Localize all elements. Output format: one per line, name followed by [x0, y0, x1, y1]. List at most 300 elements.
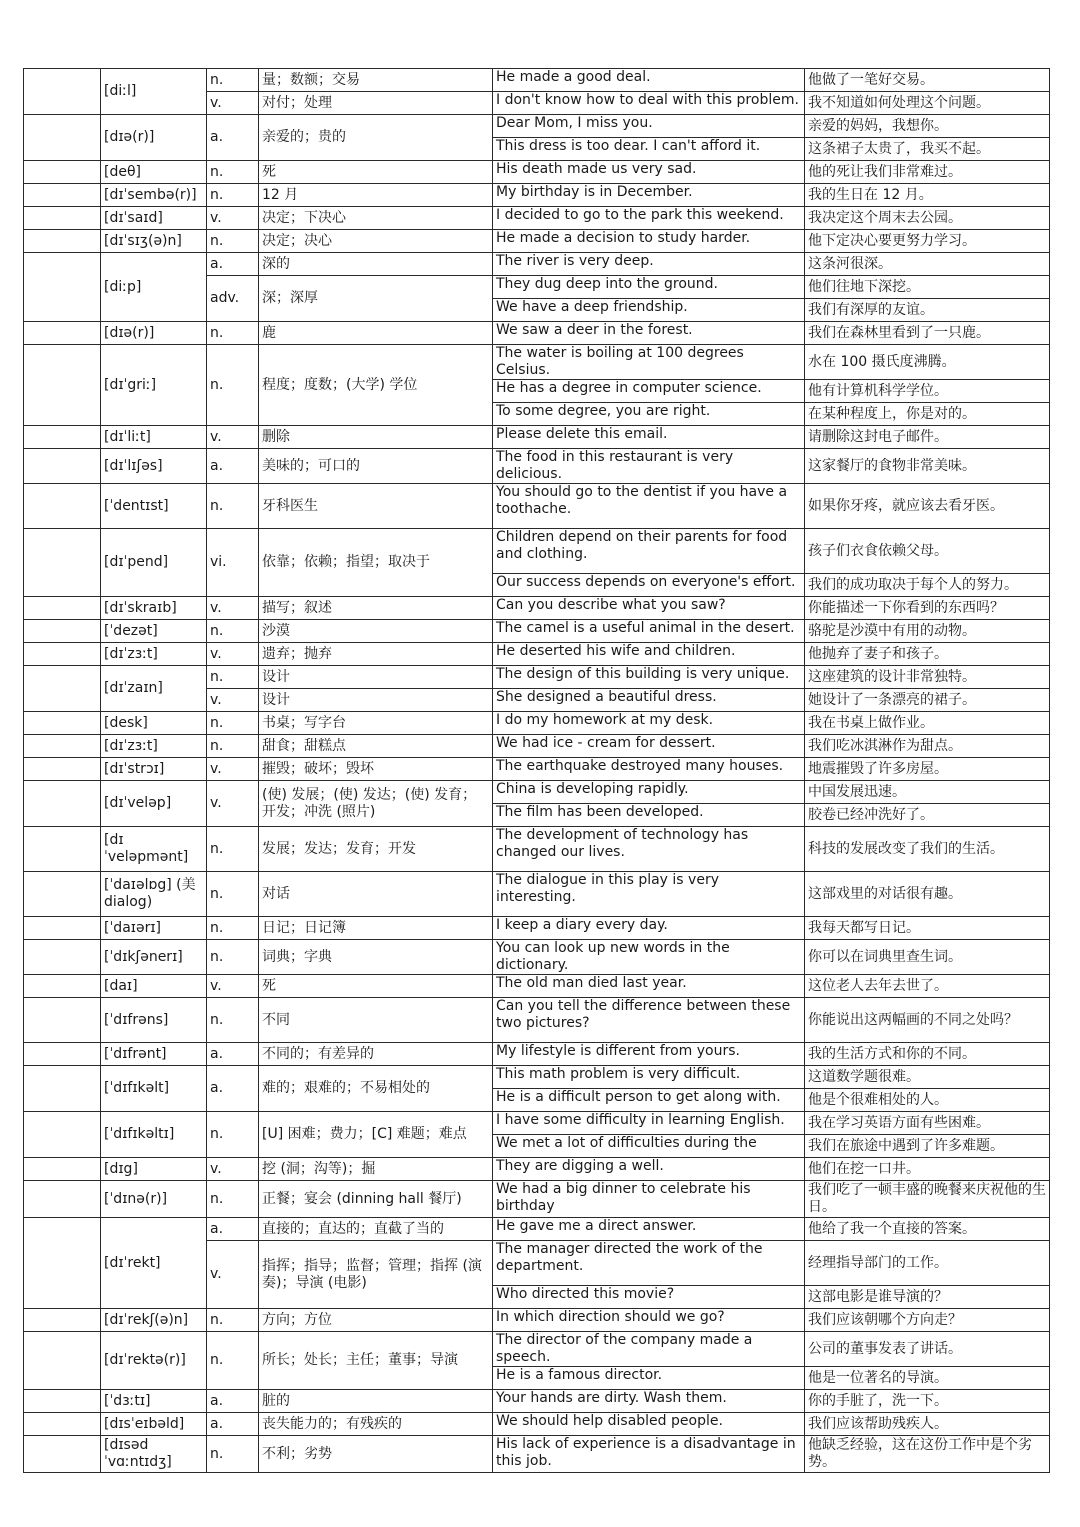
example-chinese-cell: 你的手脏了，洗一下。 — [805, 1390, 1050, 1413]
phonetic-cell: [ˈdɪfrəns] — [101, 998, 207, 1043]
example-chinese-cell: 他抛弃了妻子和孩子。 — [805, 643, 1050, 666]
example-english-cell: Please delete this email. — [493, 426, 805, 449]
example-english-cell: The development of technology has changed our lives. — [493, 827, 805, 872]
example-english-cell: The dialogue in this play is very interesting. — [493, 872, 805, 917]
phonetic-cell: [ˈdezət] — [101, 620, 207, 643]
blank-cell — [24, 940, 101, 975]
table-row — [24, 1158, 1050, 1181]
part-of-speech-cell: a. — [207, 115, 259, 161]
example-english-cell: The director of the company made a speech. — [493, 1332, 805, 1367]
table-row — [24, 207, 1050, 230]
meaning-cell: 决定；下决心 — [259, 207, 493, 230]
blank-cell — [24, 758, 101, 781]
meaning-cell: 日记；日记簿 — [259, 917, 493, 940]
example-chinese-cell: 他是个很难相处的人。 — [805, 1089, 1050, 1112]
meaning-cell: 难的；艰难的；不易相处的 — [259, 1066, 493, 1112]
example-chinese-cell: 我们的成功取决于每个人的努力。 — [805, 574, 1050, 597]
part-of-speech-cell: n. — [207, 484, 259, 529]
meaning-cell: 依靠；依赖；指望；取决于 — [259, 529, 493, 597]
part-of-speech-cell: n. — [207, 69, 259, 92]
meaning-cell: 深；深厚 — [259, 276, 493, 322]
phonetic-cell: [dɪˈsɪʒ(ə)n] — [101, 230, 207, 253]
blank-cell — [24, 529, 101, 597]
part-of-speech-cell: n. — [207, 345, 259, 426]
meaning-cell: 正餐；宴会 (dinning hall 餐厅) — [259, 1181, 493, 1218]
table-row — [24, 827, 1050, 872]
example-english-cell: The camel is a useful animal in the desert. — [493, 620, 805, 643]
meaning-cell: 方向；方位 — [259, 1309, 493, 1332]
example-chinese-cell: 我们吃冰淇淋作为甜点。 — [805, 735, 1050, 758]
example-chinese-cell: 科技的发展改变了我们的生活。 — [805, 827, 1050, 872]
example-chinese-cell: 水在 100 摄氏度沸腾。 — [805, 345, 1050, 380]
meaning-cell: 不同的；有差异的 — [259, 1043, 493, 1066]
blank-cell — [24, 1309, 101, 1332]
example-english-cell: Can you describe what you saw? — [493, 597, 805, 620]
part-of-speech-cell: v. — [207, 1241, 259, 1309]
meaning-cell: 程度；度数；(大学) 学位 — [259, 345, 493, 426]
meaning-cell: 12 月 — [259, 184, 493, 207]
meaning-cell: 美味的；可口的 — [259, 449, 493, 484]
example-english-cell: We saw a deer in the forest. — [493, 322, 805, 345]
example-chinese-cell: 他是一位著名的导演。 — [805, 1367, 1050, 1390]
phonetic-cell: [dɪˈlɪʃəs] — [101, 449, 207, 484]
example-english-cell: They dug deep into the ground. — [493, 276, 805, 299]
example-english-cell: They are digging a well. — [493, 1158, 805, 1181]
part-of-speech-cell: v. — [207, 781, 259, 827]
part-of-speech-cell: n. — [207, 1181, 259, 1218]
example-chinese-cell: 中国发展迅速。 — [805, 781, 1050, 804]
blank-cell — [24, 1436, 101, 1473]
part-of-speech-cell: n. — [207, 620, 259, 643]
blank-cell — [24, 184, 101, 207]
table-row — [24, 620, 1050, 643]
phonetic-cell: [dɪə(r)] — [101, 115, 207, 161]
part-of-speech-cell: v. — [207, 758, 259, 781]
phonetic-cell: [dɪsˈeɪbəld] — [101, 1413, 207, 1436]
example-english-cell: The old man died last year. — [493, 975, 805, 998]
table-row — [24, 1436, 1050, 1473]
example-chinese-cell: 这部戏里的对话很有趣。 — [805, 872, 1050, 917]
part-of-speech-cell: v. — [207, 426, 259, 449]
table-row — [24, 1112, 1050, 1135]
blank-cell — [24, 322, 101, 345]
blank-cell — [24, 115, 101, 161]
phonetic-cell: [ˈdɪnə(r)] — [101, 1181, 207, 1218]
phonetic-cell: [dɪˈrekʃ(ə)n] — [101, 1309, 207, 1332]
example-english-cell: Who directed this movie? — [493, 1286, 805, 1309]
table-row — [24, 230, 1050, 253]
meaning-cell: 直接的；直达的；直截了当的 — [259, 1218, 493, 1241]
example-chinese-cell: 他给了我一个直接的答案。 — [805, 1218, 1050, 1241]
table-row — [24, 484, 1050, 529]
phonetic-cell: [dɪˈzaɪn] — [101, 666, 207, 712]
example-english-cell: To some degree, you are right. — [493, 403, 805, 426]
example-english-cell: He has a degree in computer science. — [493, 380, 805, 403]
example-chinese-cell: 你能说出这两幅画的不同之处吗？ — [805, 998, 1050, 1043]
example-english-cell: The film has been developed. — [493, 804, 805, 827]
blank-cell — [24, 998, 101, 1043]
blank-cell — [24, 712, 101, 735]
blank-cell — [24, 484, 101, 529]
part-of-speech-cell: n. — [207, 184, 259, 207]
example-english-cell: I don't know how to deal with this problem. — [493, 92, 805, 115]
phonetic-cell: [dɪsədˈvɑːntɪdʒ] — [101, 1436, 207, 1473]
meaning-cell: 决定；决心 — [259, 230, 493, 253]
meaning-cell: 发展；发达；发育；开发 — [259, 827, 493, 872]
meaning-cell: 摧毁；破坏；毁坏 — [259, 758, 493, 781]
meaning-cell: [U] 困难；费力；[C] 难题；难点 — [259, 1112, 493, 1158]
blank-cell — [24, 643, 101, 666]
part-of-speech-cell: v. — [207, 975, 259, 998]
table-row — [24, 1390, 1050, 1413]
example-chinese-cell: 这部电影是谁导演的？ — [805, 1286, 1050, 1309]
example-english-cell: His lack of experience is a disadvantage in this job. — [493, 1436, 805, 1473]
blank-cell — [24, 1413, 101, 1436]
table-row — [24, 643, 1050, 666]
example-english-cell: The manager directed the work of the department. — [493, 1241, 805, 1286]
table-row — [24, 1181, 1050, 1218]
example-english-cell: The food in this restaurant is very delicious. — [493, 449, 805, 484]
blank-cell — [24, 781, 101, 827]
example-chinese-cell: 他有计算机科学学位。 — [805, 380, 1050, 403]
blank-cell — [24, 1158, 101, 1181]
example-chinese-cell: 他的死让我们非常难过。 — [805, 161, 1050, 184]
example-english-cell: We met a lot of difficulties during the — [493, 1135, 805, 1158]
table-row — [24, 161, 1050, 184]
example-chinese-cell: 我在学习英语方面有些困难。 — [805, 1112, 1050, 1135]
blank-cell — [24, 827, 101, 872]
example-english-cell: We had ice - cream for dessert. — [493, 735, 805, 758]
example-english-cell: I do my homework at my desk. — [493, 712, 805, 735]
example-english-cell: Your hands are dirty. Wash them. — [493, 1390, 805, 1413]
table-row — [24, 115, 1050, 138]
example-chinese-cell: 这条裙子太贵了，我买不起。 — [805, 138, 1050, 161]
vocabulary-table-body — [24, 69, 1050, 1473]
part-of-speech-cell: n. — [207, 940, 259, 975]
table-row — [24, 1066, 1050, 1089]
phonetic-cell: [dɪˈpend] — [101, 529, 207, 597]
example-chinese-cell: 我们有深厚的友谊。 — [805, 299, 1050, 322]
example-chinese-cell: 你可以在词典里查生词。 — [805, 940, 1050, 975]
meaning-cell: 设计 — [259, 689, 493, 712]
table-row — [24, 1218, 1050, 1241]
table-row — [24, 872, 1050, 917]
blank-cell — [24, 1218, 101, 1309]
part-of-speech-cell: a. — [207, 449, 259, 484]
phonetic-cell: [dɪˈgriː] — [101, 345, 207, 426]
example-english-cell: The water is boiling at 100 degrees Celsius. — [493, 345, 805, 380]
table-row — [24, 1413, 1050, 1436]
table-row — [24, 184, 1050, 207]
phonetic-cell: [ˈdɪfɪkəltɪ] — [101, 1112, 207, 1158]
example-chinese-cell: 公司的董事发表了讲话。 — [805, 1332, 1050, 1367]
blank-cell — [24, 1043, 101, 1066]
vocabulary-table — [23, 68, 1050, 1473]
phonetic-cell: [dɪˈsembə(r)] — [101, 184, 207, 207]
phonetic-cell: [ˈdentɪst] — [101, 484, 207, 529]
phonetic-cell: [dɪˈrekt] — [101, 1218, 207, 1309]
part-of-speech-cell: a. — [207, 1218, 259, 1241]
table-row — [24, 735, 1050, 758]
blank-cell — [24, 666, 101, 712]
meaning-cell: 对付；处理 — [259, 92, 493, 115]
meaning-cell: 丧失能力的；有残疾的 — [259, 1413, 493, 1436]
example-chinese-cell: 在某种程度上，你是对的。 — [805, 403, 1050, 426]
phonetic-cell: [dɪˈsaɪd] — [101, 207, 207, 230]
blank-cell — [24, 975, 101, 998]
meaning-cell: 甜食；甜糕点 — [259, 735, 493, 758]
phonetic-cell: [dɪˈrektə(r)] — [101, 1332, 207, 1390]
example-english-cell: We should help disabled people. — [493, 1413, 805, 1436]
table-row — [24, 975, 1050, 998]
example-english-cell: This math problem is very difficult. — [493, 1066, 805, 1089]
phonetic-cell: [diːp] — [101, 253, 207, 322]
phonetic-cell: [dɪˈstrɔɪ] — [101, 758, 207, 781]
part-of-speech-cell: n. — [207, 666, 259, 689]
phonetic-cell: [ˈdɜːtɪ] — [101, 1390, 207, 1413]
example-chinese-cell: 骆驼是沙漠中有用的动物。 — [805, 620, 1050, 643]
meaning-cell: 设计 — [259, 666, 493, 689]
example-english-cell: Children depend on their parents for food and clothing. — [493, 529, 805, 574]
example-english-cell: China is developing rapidly. — [493, 781, 805, 804]
table-row — [24, 322, 1050, 345]
part-of-speech-cell: n. — [207, 322, 259, 345]
meaning-cell: 量；数额；交易 — [259, 69, 493, 92]
phonetic-cell: [dɪg] — [101, 1158, 207, 1181]
blank-cell — [24, 1332, 101, 1390]
blank-cell — [24, 449, 101, 484]
example-chinese-cell: 地震摧毁了许多房屋。 — [805, 758, 1050, 781]
example-chinese-cell: 这条河很深。 — [805, 253, 1050, 276]
table-row — [24, 666, 1050, 689]
part-of-speech-cell: n. — [207, 1309, 259, 1332]
example-chinese-cell: 这位老人去年去世了。 — [805, 975, 1050, 998]
blank-cell — [24, 620, 101, 643]
table-row — [24, 1332, 1050, 1367]
meaning-cell: 删除 — [259, 426, 493, 449]
meaning-cell: 亲爱的；贵的 — [259, 115, 493, 161]
example-english-cell: Can you tell the difference between these two pictures? — [493, 998, 805, 1043]
part-of-speech-cell: v. — [207, 92, 259, 115]
part-of-speech-cell: n. — [207, 917, 259, 940]
example-english-cell: He deserted his wife and children. — [493, 643, 805, 666]
example-chinese-cell: 他做了一笔好交易。 — [805, 69, 1050, 92]
example-chinese-cell: 我们吃了一顿丰盛的晚餐来庆祝他的生日。 — [805, 1181, 1050, 1218]
meaning-cell: 死 — [259, 975, 493, 998]
table-row — [24, 426, 1050, 449]
example-chinese-cell: 他们往地下深挖。 — [805, 276, 1050, 299]
meaning-cell: 死 — [259, 161, 493, 184]
example-chinese-cell: 我们应该朝哪个方向走？ — [805, 1309, 1050, 1332]
example-english-cell: I decided to go to the park this weekend. — [493, 207, 805, 230]
phonetic-cell: [ˈdɪfrənt] — [101, 1043, 207, 1066]
example-chinese-cell: 孩子们衣食依赖父母。 — [805, 529, 1050, 574]
phonetic-cell: [deθ] — [101, 161, 207, 184]
meaning-cell: 深的 — [259, 253, 493, 276]
example-chinese-cell: 这道数学题很难。 — [805, 1066, 1050, 1089]
example-english-cell: My birthday is in December. — [493, 184, 805, 207]
example-chinese-cell: 亲爱的妈妈，我想你。 — [805, 115, 1050, 138]
part-of-speech-cell: n. — [207, 1112, 259, 1158]
meaning-cell: 沙漠 — [259, 620, 493, 643]
example-chinese-cell: 他缺乏经验，这在这份工作中是个劣势。 — [805, 1436, 1050, 1473]
meaning-cell: 遗弃；抛弃 — [259, 643, 493, 666]
part-of-speech-cell: a. — [207, 253, 259, 276]
phonetic-cell: [ˈdaɪərɪ] — [101, 917, 207, 940]
part-of-speech-cell: a. — [207, 1066, 259, 1112]
meaning-cell: (使) 发展；(使) 发达；(使) 发育；开发；冲洗 (照片) — [259, 781, 493, 827]
meaning-cell: 不同 — [259, 998, 493, 1043]
blank-cell — [24, 161, 101, 184]
example-english-cell: His death made us very sad. — [493, 161, 805, 184]
phonetic-cell: [ˈdɪkʃənerɪ] — [101, 940, 207, 975]
example-english-cell: My lifestyle is different from yours. — [493, 1043, 805, 1066]
meaning-cell: 挖 (洞；沟等)；掘 — [259, 1158, 493, 1181]
example-chinese-cell: 你能描述一下你看到的东西吗？ — [805, 597, 1050, 620]
example-english-cell: This dress is too dear. I can't afford it. — [493, 138, 805, 161]
example-chinese-cell: 他下定决心要更努力学习。 — [805, 230, 1050, 253]
table-row — [24, 998, 1050, 1043]
example-english-cell: The river is very deep. — [493, 253, 805, 276]
table-row — [24, 345, 1050, 380]
phonetic-cell: [dɪə(r)] — [101, 322, 207, 345]
table-row — [24, 529, 1050, 574]
example-english-cell: He made a good deal. — [493, 69, 805, 92]
example-english-cell: We had a big dinner to celebrate his birthday — [493, 1181, 805, 1218]
example-chinese-cell: 我们在森林里看到了一只鹿。 — [805, 322, 1050, 345]
example-english-cell: We have a deep friendship. — [493, 299, 805, 322]
example-english-cell: You can look up new words in the dictionary. — [493, 940, 805, 975]
part-of-speech-cell: n. — [207, 1436, 259, 1473]
meaning-cell: 牙科医生 — [259, 484, 493, 529]
blank-cell — [24, 1390, 101, 1413]
example-chinese-cell: 如果你牙疼，就应该去看牙医。 — [805, 484, 1050, 529]
phonetic-cell: [dɪˈzɜːt] — [101, 735, 207, 758]
example-chinese-cell: 胶卷已经冲洗好了。 — [805, 804, 1050, 827]
example-english-cell: I keep a diary every day. — [493, 917, 805, 940]
phonetic-cell: [dɪˈveləpmənt] — [101, 827, 207, 872]
example-chinese-cell: 我在书桌上做作业。 — [805, 712, 1050, 735]
phonetic-cell: [dɪˈskraɪb] — [101, 597, 207, 620]
table-row — [24, 781, 1050, 804]
part-of-speech-cell: n. — [207, 1332, 259, 1390]
part-of-speech-cell: n. — [207, 712, 259, 735]
blank-cell — [24, 1181, 101, 1218]
table-row — [24, 1043, 1050, 1066]
blank-cell — [24, 735, 101, 758]
part-of-speech-cell: v. — [207, 597, 259, 620]
blank-cell — [24, 230, 101, 253]
phonetic-cell: [dɪˈveləp] — [101, 781, 207, 827]
example-english-cell: Dear Mom, I miss you. — [493, 115, 805, 138]
example-chinese-cell: 我不知道如何处理这个问题。 — [805, 92, 1050, 115]
example-chinese-cell: 我每天都写日记。 — [805, 917, 1050, 940]
example-chinese-cell: 请删除这封电子邮件。 — [805, 426, 1050, 449]
blank-cell — [24, 597, 101, 620]
table-row — [24, 940, 1050, 975]
part-of-speech-cell: v. — [207, 1158, 259, 1181]
part-of-speech-cell: n. — [207, 872, 259, 917]
part-of-speech-cell: a. — [207, 1390, 259, 1413]
part-of-speech-cell: a. — [207, 1043, 259, 1066]
part-of-speech-cell: n. — [207, 161, 259, 184]
table-row — [24, 712, 1050, 735]
part-of-speech-cell: vi. — [207, 529, 259, 597]
example-english-cell: Our success depends on everyone's effort. — [493, 574, 805, 597]
example-chinese-cell: 我决定这个周末去公园。 — [805, 207, 1050, 230]
blank-cell — [24, 1066, 101, 1112]
part-of-speech-cell: a. — [207, 1413, 259, 1436]
example-chinese-cell: 这家餐厅的食物非常美味。 — [805, 449, 1050, 484]
part-of-speech-cell: v. — [207, 207, 259, 230]
meaning-cell: 不利；劣势 — [259, 1436, 493, 1473]
blank-cell — [24, 253, 101, 322]
example-english-cell: In which direction should we go? — [493, 1309, 805, 1332]
phonetic-cell: [ˈdaɪəlɒg] (美 dialog) — [101, 872, 207, 917]
meaning-cell: 书桌；写字台 — [259, 712, 493, 735]
part-of-speech-cell: n. — [207, 827, 259, 872]
example-english-cell: He is a famous director. — [493, 1367, 805, 1390]
part-of-speech-cell: adv. — [207, 276, 259, 322]
example-english-cell: He is a difficult person to get along with. — [493, 1089, 805, 1112]
table-row — [24, 758, 1050, 781]
blank-cell — [24, 1112, 101, 1158]
example-chinese-cell: 他们在挖一口井。 — [805, 1158, 1050, 1181]
meaning-cell: 指挥；指导；监督；管理；指挥 (演奏)；导演 (电影) — [259, 1241, 493, 1309]
part-of-speech-cell: v. — [207, 643, 259, 666]
phonetic-cell: [daɪ] — [101, 975, 207, 998]
meaning-cell: 鹿 — [259, 322, 493, 345]
meaning-cell: 所长；处长；主任；董事；导演 — [259, 1332, 493, 1390]
example-chinese-cell: 我们应该帮助残疾人。 — [805, 1413, 1050, 1436]
example-english-cell: You should go to the dentist if you have a toothache. — [493, 484, 805, 529]
example-english-cell: The earthquake destroyed many houses. — [493, 758, 805, 781]
example-chinese-cell: 经理指导部门的工作。 — [805, 1241, 1050, 1286]
phonetic-cell: [diːl] — [101, 69, 207, 115]
meaning-cell: 词典；字典 — [259, 940, 493, 975]
example-english-cell: I have some difficulty in learning English. — [493, 1112, 805, 1135]
example-chinese-cell: 她设计了一条漂亮的裙子。 — [805, 689, 1050, 712]
part-of-speech-cell: n. — [207, 735, 259, 758]
blank-cell — [24, 426, 101, 449]
table-row — [24, 69, 1050, 92]
table-row — [24, 597, 1050, 620]
phonetic-cell: [dɪˈzɜːt] — [101, 643, 207, 666]
example-english-cell: He gave me a direct answer. — [493, 1218, 805, 1241]
example-english-cell: The design of this building is very unique. — [493, 666, 805, 689]
meaning-cell: 脏的 — [259, 1390, 493, 1413]
meaning-cell: 描写；叙述 — [259, 597, 493, 620]
phonetic-cell: [desk] — [101, 712, 207, 735]
table-row — [24, 253, 1050, 276]
phonetic-cell: [dɪˈliːt] — [101, 426, 207, 449]
meaning-cell: 对话 — [259, 872, 493, 917]
part-of-speech-cell: n. — [207, 230, 259, 253]
part-of-speech-cell: v. — [207, 689, 259, 712]
example-chinese-cell: 这座建筑的设计非常独特。 — [805, 666, 1050, 689]
table-row — [24, 1309, 1050, 1332]
table-row — [24, 449, 1050, 484]
blank-cell — [24, 69, 101, 115]
example-chinese-cell: 我的生日在 12 月。 — [805, 184, 1050, 207]
example-english-cell: He made a decision to study harder. — [493, 230, 805, 253]
phonetic-cell: [ˈdɪfɪkəlt] — [101, 1066, 207, 1112]
blank-cell — [24, 917, 101, 940]
blank-cell — [24, 872, 101, 917]
blank-cell — [24, 345, 101, 426]
example-english-cell: She designed a beautiful dress. — [493, 689, 805, 712]
blank-cell — [24, 207, 101, 230]
